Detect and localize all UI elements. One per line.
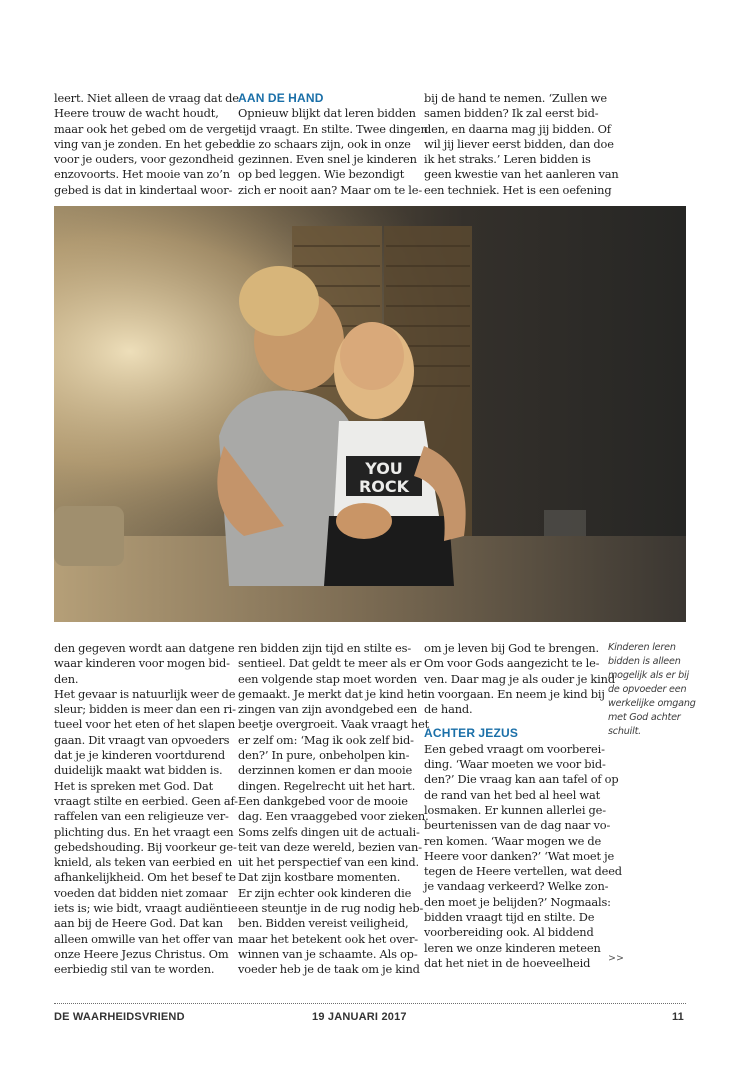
text-line: die zo schaars zijn, ook in onze <box>238 136 411 151</box>
section-heading-achter-jezus: ACHTER JEZUS <box>424 726 519 741</box>
text-line: gezinnen. Even snel je kinderen <box>238 152 417 167</box>
text-line: Soms zelfs dingen uit de actuali- <box>238 824 420 839</box>
text-line: den. <box>54 671 79 686</box>
text-line: waar kinderen voor mogen bid- <box>54 656 230 671</box>
text-line: voor je ouders, voor gezondheid <box>54 152 234 167</box>
text-line: afhankelijkheid. Om het besef te <box>54 870 236 885</box>
text-line: gaan. Dit vraagt van opvoeders <box>54 732 230 747</box>
text-line: Opnieuw blijkt dat leren bidden <box>238 106 416 121</box>
text-line: samen bidden? Ik zal eerst bid- <box>424 106 599 121</box>
text-line: voorbereiding ook. Al biddend <box>424 925 594 940</box>
photo-caption <box>608 641 700 739</box>
text-line: bidden vraagt tijd en stilte. De <box>424 910 595 925</box>
text-line: Heere trouw de wacht houdt, <box>54 106 219 121</box>
text-line: Een gebed vraagt om voorberei- <box>424 741 605 756</box>
text-line: ding. ‘Waar moeten we voor bid- <box>424 757 606 772</box>
text-line: zingen van zijn avondgebed een <box>238 702 418 717</box>
text-line: voeder heb je de taak om je kind <box>238 962 420 977</box>
text-line: uit het perspectief van een kind. <box>238 855 419 870</box>
footer-divider <box>54 1003 686 1004</box>
text-line: gebedshouding. Bij voorkeur ge- <box>54 839 237 854</box>
text-line: beurtenissen van de dag naar vo- <box>424 818 611 833</box>
text-line: schuilt. <box>608 726 641 737</box>
column-1-top <box>54 91 242 198</box>
column-3-top <box>424 91 619 198</box>
text-line: gebed is dat in kindertaal woor- <box>54 182 233 197</box>
footer-date: 19 JANUARI 2017 <box>312 1011 407 1023</box>
text-line: ben. Bidden vereist veiligheid, <box>238 916 409 931</box>
paragraph <box>54 686 238 978</box>
footer-magazine-name: DE WAARHEIDSVRIEND <box>54 1011 185 1023</box>
text-line: een steuntje in de rug nodig heb- <box>238 901 424 916</box>
text-line: gemaakt. Je merkt dat je kind het <box>238 686 426 701</box>
text-line: er zelf om: ‘Mag ik ook zelf bid- <box>238 732 414 747</box>
shirt-text-line-2: ROCK <box>358 477 410 496</box>
text-line: de hand. <box>424 702 473 717</box>
text-line: aan bij de Heere God. Dat kan <box>54 916 223 931</box>
text-line: ving van je zonden. En het gebed <box>54 136 240 151</box>
text-line: wil jij liever eerst bidden, dan doe <box>424 136 614 151</box>
text-line: ven. Daar mag je als ouder je kind <box>424 671 615 686</box>
text-line: Kinderen leren <box>608 642 676 653</box>
text-line: onze Heere Jezus Christus. Om <box>54 946 229 961</box>
paragraph <box>238 106 428 198</box>
text-line: derzinnen komen er dan mooie <box>238 763 413 778</box>
text-line: Om voor Gods aangezicht te le- <box>424 656 600 671</box>
page-number: 11 <box>671 1011 684 1023</box>
text-line: Het gevaar is natuurlijk weer de <box>54 686 236 701</box>
text-line: knield, als teken van eerbied en <box>54 855 233 870</box>
photo-mother-daughter-praying <box>54 206 686 622</box>
text-line: maar ook het gebed om de verge- <box>54 121 242 136</box>
text-line: ren bidden zijn tijd en stilte es- <box>238 641 412 655</box>
text-line: om je leven bij God te brengen. <box>424 641 599 655</box>
text-line: beetje overgroeit. Vaak vraagt het <box>238 717 430 732</box>
column-2-top <box>238 91 428 198</box>
text-line: tueel voor het eten of het slapen <box>54 717 236 732</box>
text-line: den, en daarna mag jij bidden. Of <box>424 121 611 136</box>
text-line: alleen omwille van het offer van <box>54 931 234 946</box>
column-3-bottom <box>424 641 622 971</box>
section-heading-aan-de-hand: AAN DE HAND <box>238 91 324 105</box>
text-line: plichting dus. En het vraagt een <box>54 824 234 839</box>
text-line: den gegeven wordt aan datgene <box>54 641 235 655</box>
article-photo <box>54 206 686 622</box>
text-line: vraagt stilte en eerbied. Geen af- <box>54 793 238 808</box>
column-1-bottom <box>54 641 238 978</box>
text-line: raffelen van een religieuze ver- <box>54 809 229 824</box>
text-line: dingen. Regelrecht uit het hart. <box>238 778 416 793</box>
text-line: dag. Een vraaggebed voor zieken. <box>238 809 429 824</box>
text-line: eerbiedig stil van te worden. <box>54 962 215 977</box>
text-line: geen kwestie van het aanleren van <box>424 167 619 182</box>
text-line: sentieel. Dat geldt te meer als er <box>238 656 422 671</box>
continue-marker: >> <box>608 953 624 964</box>
text-line: zich er nooit aan? Maar om te le- <box>238 182 423 197</box>
text-line: dat je je kinderen voortdurend <box>54 748 226 763</box>
text-line: bij de hand te nemen. ‘Zullen we <box>424 91 607 105</box>
text-line: enzovoorts. Het mooie van zo’n <box>54 167 230 182</box>
text-line: tijd vraagt. En stilte. Twee dingen <box>238 121 428 136</box>
paragraph <box>424 741 622 971</box>
text-line: op bed leggen. Wie bezondigt <box>238 167 405 182</box>
text-line: losmaken. Er kunnen allerlei ge- <box>424 802 606 817</box>
text-line: iets is; wie bidt, vraagt audiëntie <box>54 901 238 916</box>
text-line: een techniek. Het is een oefening <box>424 182 612 197</box>
text-line: den?’ Die vraag kan aan tafel of op <box>424 772 619 787</box>
paragraph <box>54 91 242 198</box>
text-line: leert. Niet alleen de vraag dat de <box>54 91 239 105</box>
text-line: Dat zijn kostbare momenten. <box>238 870 401 885</box>
text-line: de rand van het bed al heel wat <box>424 787 601 802</box>
text-line: teit van deze wereld, bezien van- <box>238 839 422 854</box>
text-line: Heere voor danken?’ ‘Wat moet je <box>424 848 615 863</box>
paragraph <box>238 885 424 978</box>
text-line: een volgende stap moet worden <box>238 671 417 686</box>
text-line: in voorgaan. En neem je kind bij <box>424 686 605 701</box>
text-line: den moet je belijden?’ Nogmaals: <box>424 894 611 909</box>
text-line: met God achter <box>608 712 681 723</box>
paragraph <box>238 641 430 886</box>
paragraph <box>424 91 619 198</box>
text-line: Een dankgebed voor de mooie <box>238 793 408 808</box>
text-line: je vandaag verkeerd? Welke zon- <box>424 879 609 894</box>
text-line: winnen van je schaamte. Als op- <box>238 946 418 961</box>
text-line: de opvoeder een <box>608 684 687 695</box>
paragraph <box>54 641 235 687</box>
text-line: maar het betekent ook het over- <box>238 931 418 946</box>
text-line: Er zijn echter ook kinderen die <box>238 885 412 900</box>
text-line: voeden dat bidden niet zomaar <box>54 885 228 900</box>
text-line: werkelijke omgang <box>608 698 696 709</box>
text-line: duidelijk maakt wat bidden is. <box>54 763 223 778</box>
text-line: ik het straks.’ Leren bidden is <box>424 152 591 167</box>
text-line: tegen de Heere vertellen, wat deed <box>424 864 622 879</box>
text-line: leren we onze kinderen meteen <box>424 940 601 955</box>
text-line: bidden is alleen <box>608 656 681 667</box>
column-2-bottom <box>238 641 430 978</box>
text-line: dat het niet in de hoeveelheid <box>424 955 591 970</box>
paragraph <box>424 641 615 717</box>
text-line: mogelijk als er bij <box>608 670 689 681</box>
text-line: Het is spreken met God. Dat <box>54 778 214 793</box>
shirt-text-line-1: YOU <box>365 459 403 478</box>
text-line: den?’ In pure, onbeholpen kin- <box>238 748 410 763</box>
text-line: ren komen. ‘Waar mogen we de <box>424 833 602 848</box>
text-line: sleur; bidden is meer dan een ri- <box>54 702 236 717</box>
